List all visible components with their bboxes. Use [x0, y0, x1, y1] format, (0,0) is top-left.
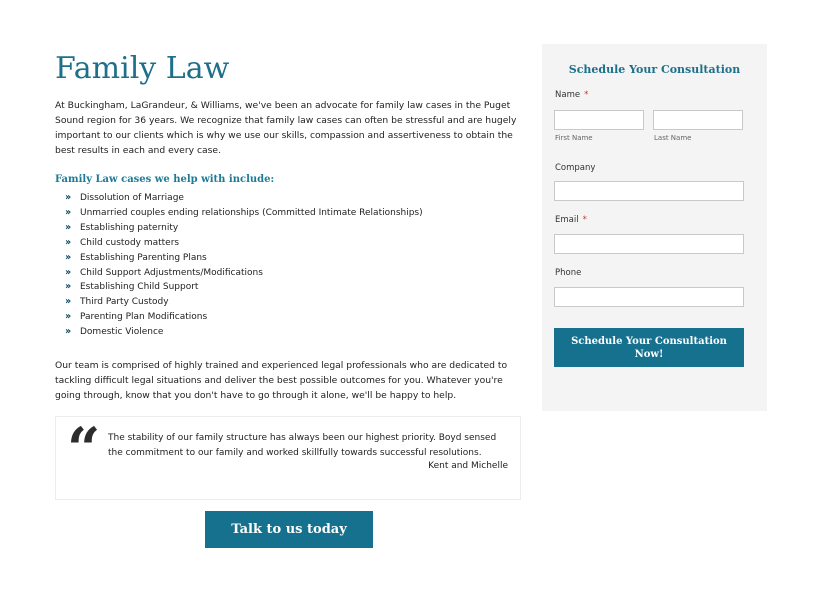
- list-item: [65, 191, 525, 206]
- last-name-input[interactable]: [653, 110, 743, 130]
- name-label-text: Name: [555, 90, 581, 100]
- double-chevron-right-icon: ››: [65, 296, 70, 308]
- schedule-consultation-button[interactable]: Schedule Your Consultation Now!: [554, 328, 744, 367]
- name-label: [555, 90, 588, 100]
- required-mark: *: [582, 215, 587, 225]
- double-chevron-right-icon: ››: [65, 281, 70, 293]
- main-content: [55, 50, 525, 500]
- intro-paragraph: At Buckingham, LaGrandeur, & Williams, we've been an advocate for family law cases in the Puget Sound region for 36 years. We recognize that family law cases can often be stressful and are hugely important to our clients which is why we use our skills, compassion and assertiveness to obtain the best results in each and every case.: [55, 100, 517, 156]
- case-label: Unmarried couples ending relationships (Committed Intimate Relationships): [80, 207, 423, 218]
- email-label: [555, 215, 587, 225]
- required-mark: *: [584, 90, 589, 100]
- testimonial-text: The stability of our family structure has always been our highest priority. Boyd sensed the commitment to our family and worked skillfully towards successful resolutions.: [108, 433, 497, 459]
- case-label: Child custody matters: [80, 237, 180, 248]
- list-item: [65, 295, 525, 310]
- phone-label: Phone: [555, 268, 582, 278]
- cases-heading: Family Law cases we help with include:: [55, 174, 275, 185]
- double-chevron-right-icon: ››: [65, 221, 70, 233]
- first-name-sublabel: First Name: [555, 134, 593, 142]
- last-name-sublabel: Last Name: [654, 134, 692, 142]
- page-title: Family Law: [55, 51, 230, 86]
- email-label-text: Email: [555, 215, 579, 225]
- quote-icon: “: [67, 415, 101, 484]
- case-label: Establishing Parenting Plans: [80, 252, 207, 263]
- case-label: Dissolution of Marriage: [80, 193, 184, 203]
- case-label: Establishing paternity: [80, 222, 179, 233]
- team-paragraph: Our team is comprised of highly trained and experienced legal professionals who are dedicated to tackling difficult legal situations and deliver the best possible outcomes for you. Whatever you're going through, know that you don't have to go through it alone, we'll be happy to help.: [55, 360, 508, 402]
- case-label: Child Support Adjustments/Modifications: [80, 267, 263, 278]
- cases-list: [65, 191, 525, 340]
- case-label: Third Party Custody: [80, 297, 169, 308]
- first-name-input[interactable]: [554, 110, 644, 130]
- list-item: [65, 221, 525, 236]
- testimonial-author: Kent and Michelle: [428, 461, 508, 472]
- phone-input[interactable]: [554, 287, 744, 307]
- list-item: [65, 251, 525, 266]
- list-item: [65, 266, 525, 281]
- talk-to-us-button[interactable]: Talk to us today: [205, 511, 373, 548]
- double-chevron-right-icon: ››: [65, 251, 70, 263]
- company-label: Company: [555, 163, 596, 173]
- company-input[interactable]: [554, 181, 744, 201]
- case-label: Parenting Plan Modifications: [80, 312, 208, 323]
- testimonial: [55, 416, 521, 500]
- double-chevron-right-icon: ››: [65, 192, 70, 203]
- double-chevron-right-icon: ››: [65, 311, 70, 323]
- consultation-form: [542, 44, 767, 411]
- list-item: [65, 206, 525, 221]
- list-item: [65, 310, 525, 325]
- case-label: Domestic Violence: [80, 327, 164, 338]
- list-item: [65, 325, 525, 340]
- case-label: Establishing Child Support: [80, 282, 199, 293]
- email-input[interactable]: [554, 234, 744, 254]
- double-chevron-right-icon: ››: [65, 326, 70, 338]
- double-chevron-right-icon: ››: [65, 206, 70, 218]
- form-title: Schedule Your Consultation: [568, 63, 741, 76]
- double-chevron-right-icon: ››: [65, 236, 70, 248]
- list-item: [65, 280, 525, 295]
- list-item: [65, 236, 525, 251]
- double-chevron-right-icon: ››: [65, 266, 70, 278]
